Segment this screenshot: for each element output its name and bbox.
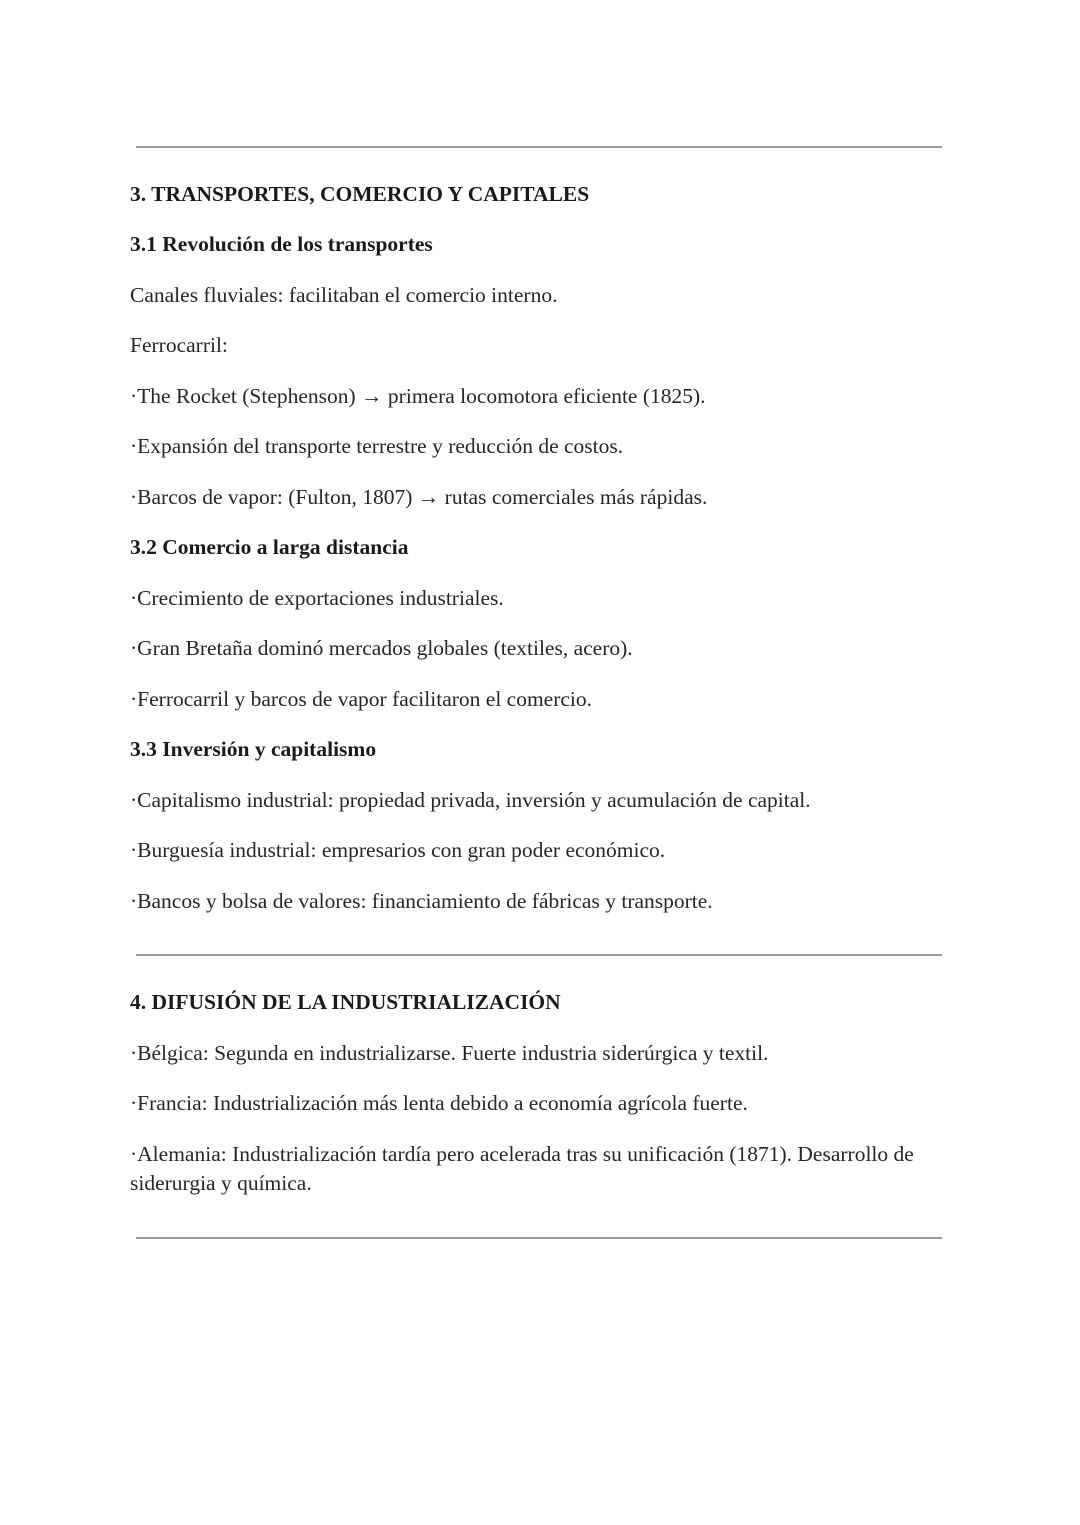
bullet-item: ·Expansión del transporte terrestre y reducción de costos.	[130, 434, 624, 458]
text-line: Ferrocarril:	[130, 333, 228, 357]
bullet-item: ·Gran Bretaña dominó mercados globales (textiles, acero).	[130, 636, 633, 660]
text-line: Canales fluviales: facilitaban el comercio interno.	[130, 283, 558, 307]
bullet-item: ·Crecimiento de exportaciones industriales.	[130, 586, 504, 610]
bullet-item: ·The Rocket (Stephenson) → primera locomotora eficiente (1825).	[130, 384, 706, 408]
subsection-3-1-title: 3.1 Revolución de los transportes	[130, 232, 433, 256]
bullet-item: ·Bélgica: Segunda en industrializarse. Fuerte industria siderúrgica y textil.	[130, 1041, 769, 1065]
bullet-item: ·Capitalismo industrial: propiedad privada, inversión y acumulación de capital.	[130, 788, 811, 812]
bullet-item: ·Ferrocarril y barcos de vapor facilitaron el comercio.	[130, 687, 593, 711]
bullet-item: ·Alemania: Industrialización tardía pero acelerada tras su unificación (1871). Desarrollo de siderurgia y química.	[130, 1142, 914, 1195]
subsection-3-3-title: 3.3 Inversión y capitalismo	[130, 737, 377, 761]
divider-top	[136, 146, 942, 148]
subsection-3-2-title: 3.2 Comercio a larga distancia	[130, 535, 409, 559]
section-4-title: 4. DIFUSIÓN DE LA INDUSTRIALIZACIÓN	[130, 990, 561, 1014]
bullet-item: ·Bancos y bolsa de valores: financiamiento de fábricas y transporte.	[130, 889, 713, 913]
bullet-item: ·Burguesía industrial: empresarios con gran poder económico.	[130, 838, 666, 862]
divider-bottom	[136, 1237, 942, 1239]
bullet-item: ·Barcos de vapor: (Fulton, 1807) → rutas comerciales más rápidas.	[130, 485, 708, 509]
divider-middle	[136, 954, 942, 956]
section-3-title: 3. TRANSPORTES, COMERCIO Y CAPITALES	[130, 182, 590, 206]
bullet-item: ·Francia: Industrialización más lenta debido a economía agrícola fuerte.	[130, 1091, 748, 1115]
